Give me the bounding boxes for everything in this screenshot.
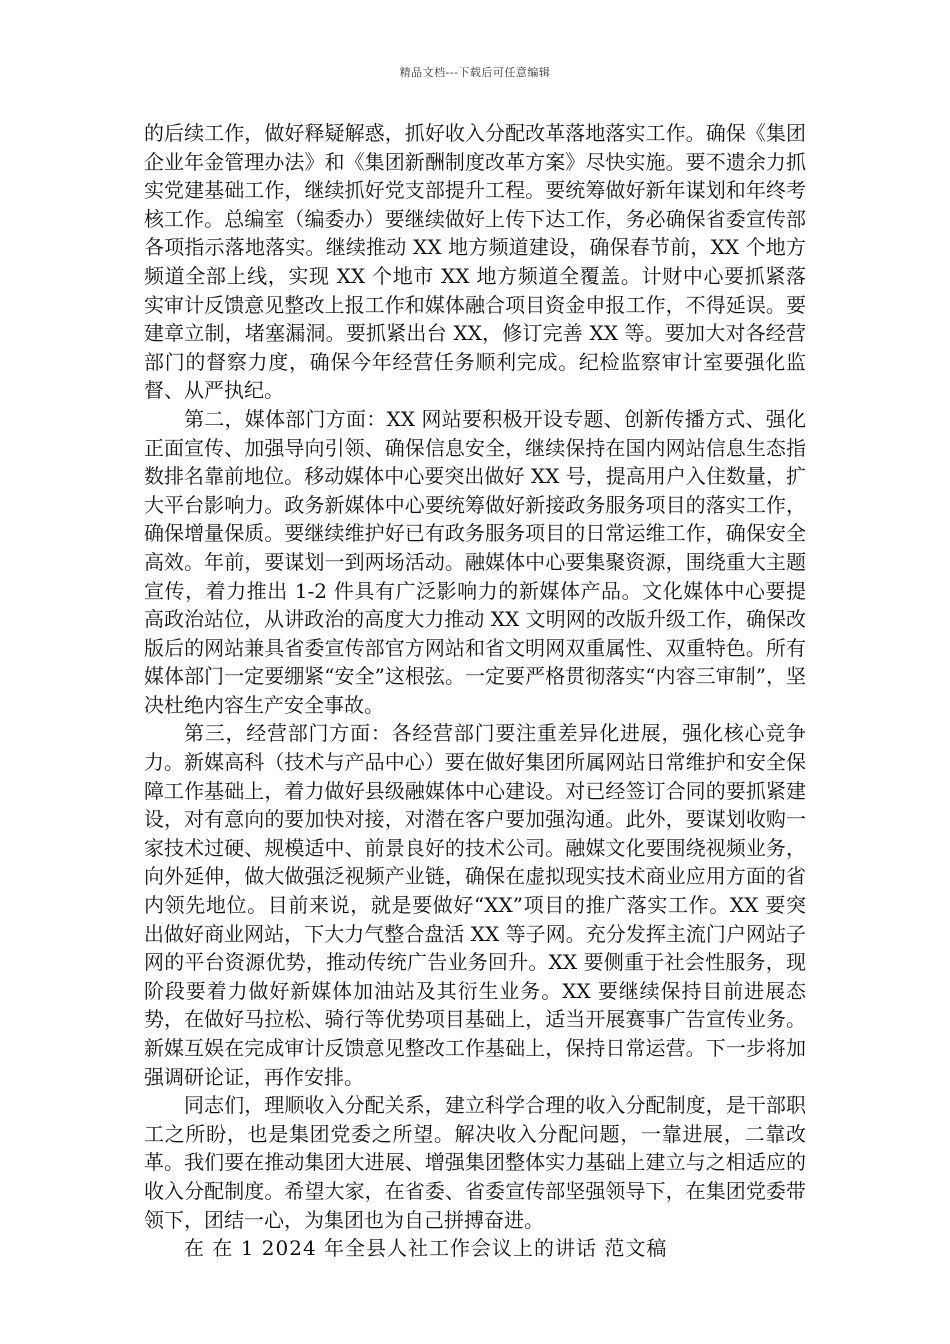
- page-header: 精品文档---下载后可任意编辑: [399, 66, 551, 79]
- paragraph-closing: 同志们，理顺收入分配关系，建立科学合理的收入分配制度，是干部职工之所盼，也是集团党委之所望。解决收入分配问题，一靠进展，二靠改革。我们要在推动集团大进展、增强集团整体实力基础上建立与之相适应的收入分配制度。希望大家，在省委、省委宣传部坚强领导下，在集团党委带领下，团结一心，为集团也为自己拼搏奋进。: [144, 1093, 806, 1232]
- paragraph-business-departments: 第三，经营部门方面：各经营部门要注重差异化进展，强化核心竞争力。新媒高科（技术与产品中心）要在做好集团所属网站日常维护和安全保障工作基础上，着力做好县级融媒体中心建设。对已经签订合同的要抓紧建设，对有意向的要加快对接，对潜在客户要加强沟通。此外，要谋划收购一家技术过硬、规模适中、前景良好的技术公司。融媒文化要围绕视频业务，向外延伸，做大做强泛视频产业链，确保在虚拟现实技术商业应用方面的省内领先地位。目前来说，就是要做好“XX”项目的推广落实工作。XX 要突出做好商业网站，下大力气整合盘活 XX 等子网。充分发挥主流门户网站子网的平台资源优势，推动传统广告业务回升。XX 要侧重于社会性服务，现阶段要着力做好新媒体加油站及其衍生业务。XX 要继续保持目前进展态势，在做好马拉松、骑行等优势项目基础上，适当开展赛事广告宣传业务。新媒互娱在完成审计反馈意见整改工作基础上，保持日常运营。下一步将加强调研论证，再作安排。: [144, 721, 806, 1089]
- paragraph-continuation: 的后续工作，做好释疑解惑，抓好收入分配改革落地落实工作。确保《集团企业年金管理办法》和《集团新酬制度改革方案》尽快实施。要不遗余力抓实党建基础工作，继续抓好党支部提升工程。要统筹做好新年谋划和年终考核工作。总编室（编委办）要继续做好上传下达工作，务必确保省委宣传部各项指示落地落实。继续推动 XX 地方频道建设，确保春节前，XX 个地方频道全部上线，实现 XX 个地市 XX 地方频道全覆盖。计财中心要抓紧落实审计反馈意见整改上报工作和媒体融合项目资金申报工作，不得延误。要建章立制，堵塞漏洞。要抓紧出台 XX，修订完善 XX 等。要加大对各经营部门的督察力度，确保今年经营任务顺利完成。纪检监察审计室要强化监督、从严执纪。: [144, 121, 806, 403]
- next-document-title: 在 在 1 2024 年全县人社工作会议上的讲话 范文稿: [184, 1236, 668, 1261]
- document-body: [144, 119, 806, 1263]
- paragraph-media-departments: 第二，媒体部门方面：XX 网站要积极开设专题、创新传播方式、强化正面宣传、加强导向引领、确保信息安全，继续保持在国内网站信息生态指数排名靠前地位。移动媒体中心要突出做好 XX 号，提高用户入住数量，扩大平台影响力。政务新媒体中心要统筹做好新接政务服务项目的落实工作，确保增量保质。要继续维护好已有政务服务项目的日常运维工作，确保安全高效。年前，要谋划一到两场活动。融媒体中心要集聚资源，围绕重大主题宣传，着力推出 1-2 件具有广泛影响力的新媒体产品。文化媒体中心要提高政治站位，从讲政治的高度大力推动 XX 文明网的改版升级工作，确保改版后的网站兼具省委宣传部官方网站和省文明网双重属性、双重特色。所有媒体部门一定要绷紧“安全”这根弦。一定要严格贯彻落实“内容三审制”，坚决杜绝内容生产安全事故。: [144, 406, 806, 717]
